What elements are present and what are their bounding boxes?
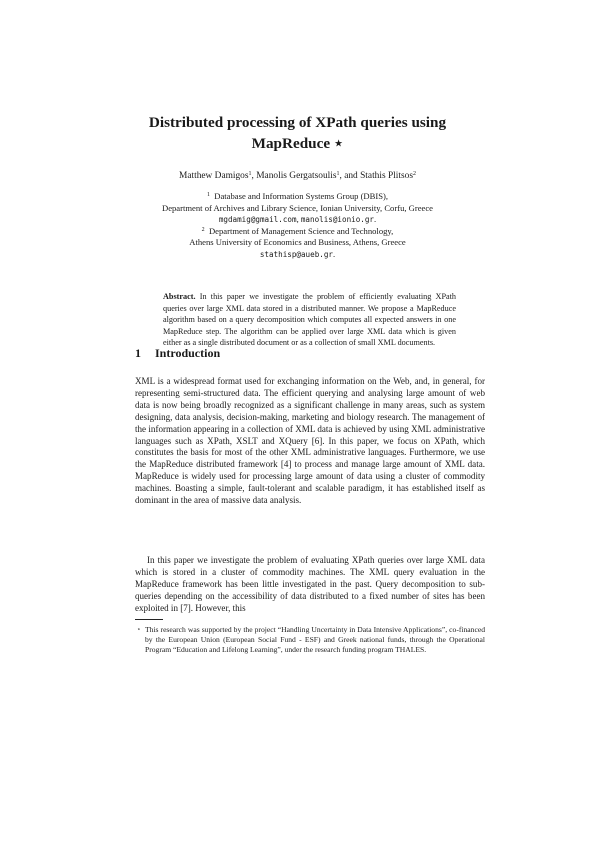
body-paragraph: In this paper we investigate the problem of evaluating XPath queries over large XML data which is stored in a cluster of commodity machines. The XML query evaluation in the MapReduce framework has been little investigated in the past. Query decomposition to sub-queries depending on the accessibility of data distributed to a fixed number of sites has been exploited in [7]. However, this bbox=[135, 555, 485, 613]
affiliation-1-line2: Department of Archives and Library Science, Ionian University, Corfu, Greece bbox=[161, 202, 433, 213]
email-separator: , bbox=[296, 214, 301, 224]
affiliation-2-email bbox=[90, 249, 505, 261]
footnote-rule bbox=[135, 619, 163, 620]
affiliation-1-line1 bbox=[90, 191, 505, 203]
affiliation-mark: 2 bbox=[201, 226, 205, 233]
affiliation-2-line2: Athens University of Economics and Business, Athens, Greece bbox=[189, 237, 406, 247]
author-name: Stathis Plitsos bbox=[360, 171, 413, 181]
email-period: . bbox=[333, 248, 336, 259]
author-name: Manolis Gergatsoulis bbox=[256, 171, 337, 181]
author-affiliation-mark: 1 bbox=[336, 171, 340, 177]
affiliation-2-line1 bbox=[90, 226, 505, 238]
affiliation-text: Department of Management Science and Technology, bbox=[208, 225, 394, 236]
abstract-label: Abstract. bbox=[163, 292, 196, 301]
affiliation-1-emails bbox=[90, 214, 505, 226]
email-period: . bbox=[374, 214, 377, 224]
footnote-mark: ⋆ bbox=[137, 627, 141, 633]
section-title: Introduction bbox=[155, 346, 221, 360]
author-list bbox=[100, 170, 495, 182]
email-link[interactable]: manolis@ionio.gr bbox=[300, 215, 375, 224]
author-name: Matthew Damigos bbox=[179, 171, 249, 181]
paper-title: Distributed processing of XPath queries using MapReduce ⋆ bbox=[148, 114, 447, 152]
abstract bbox=[163, 291, 456, 349]
author-affiliation-mark: 2 bbox=[412, 171, 416, 177]
abstract-text: In this paper we investigate the problem of efficiently evaluating XPath queries over large XML data stored in a distributed manner. We propose a MapReduce algorithm based on a query decomposition which computes all expected answers in one MapReduce step. The algorithm can be applied over large XML data which is given either as a single distributed document or as a collection of small XML documents. bbox=[163, 292, 456, 348]
section-heading bbox=[135, 346, 220, 361]
affiliation-text: Database and Information Systems Group (DBIS), bbox=[214, 191, 389, 201]
affiliation-mark: 1 bbox=[206, 192, 210, 198]
author-affiliation-mark: 1 bbox=[248, 171, 252, 177]
email-link[interactable]: mgdamig@gmail.com bbox=[218, 215, 297, 224]
section-number: 1 bbox=[135, 346, 141, 360]
footnote-text: This research was supported by the project “Handling Uncertainty in Data Intensive Applications”, co-financed by the European Union (European Social Fund - ESF) and Greek national funds, through the Operational Program “Education and Lifelong Learning”, under the research funding program THALES. bbox=[145, 625, 485, 654]
email-link[interactable]: stathisp@aueb.gr bbox=[259, 249, 333, 259]
author-separator: , bbox=[251, 171, 257, 181]
author-separator: , and bbox=[339, 171, 361, 181]
body-paragraph: XML is a widespread format used for exchanging information on the Web, and, in general, for representing semi-structured data. The efficient querying and analysing large amount of web data is now being broadly recognized as a significant challenge in many areas, such as system designing, data analysis, decision-making, marketing and biology research. The management of the information appearing in a collection of XML data is achieved by using XML administrative languages such as XPath, XSLT and XQuery [6]. In this paper, we focus on XPath, which constitutes the basis for most of the other XML administrative languages. Furthermore, we use the MapReduce distributed framework [4] to process and manage large amount of XML data. MapReduce is widely used for processing large amount of data using a cluster of commodity machines. Boasting a simple, fault-tolerant and scalable paradigm, it has established itself as dominant in the area of massive data analysis. bbox=[135, 376, 485, 506]
footnote bbox=[135, 625, 485, 655]
affiliations bbox=[90, 191, 505, 260]
